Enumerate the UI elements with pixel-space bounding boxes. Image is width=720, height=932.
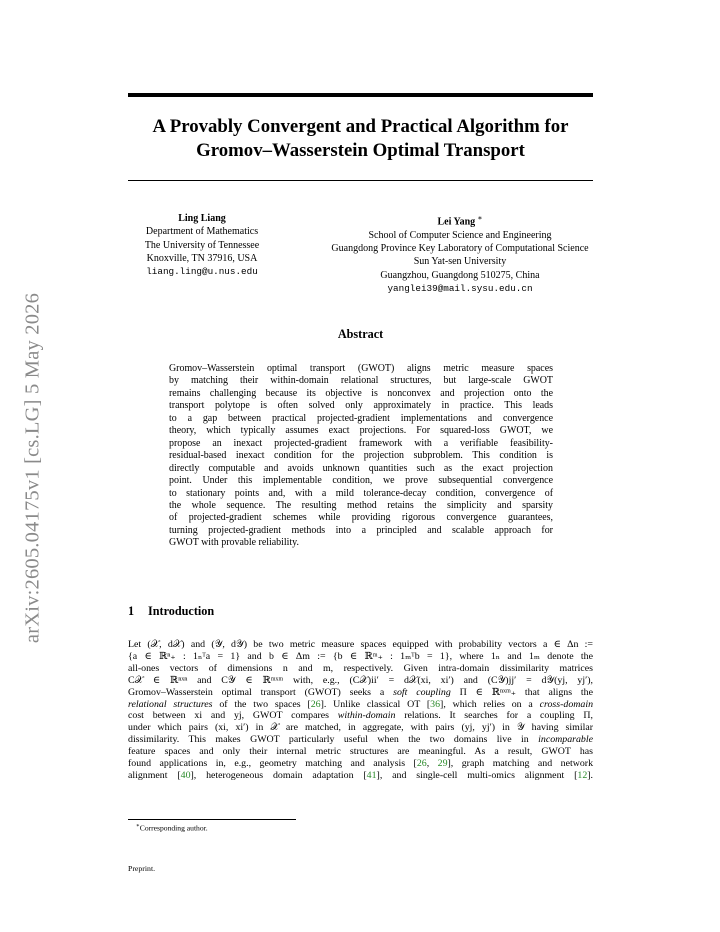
author-affiliation: Sun Yat-sen University: [413, 256, 507, 268]
abstract-line: of projected-gradient schemes while providing rigorous convergence guarantees,: [169, 512, 553, 524]
abstract-line: transport polytope is often solved only approximately in practice. This leads: [169, 400, 553, 412]
intro-line: cost between xi and yj, GWOT compares within-domain relations. It searches for a coupling Π,: [128, 710, 593, 722]
section-title: Introduction: [148, 604, 215, 618]
author-affiliation: Guangzhou, Guangdong 510275, China: [380, 269, 540, 281]
paper-title: [128, 115, 593, 163]
title-bottom-rule: [128, 180, 593, 181]
abstract-body: [169, 363, 553, 550]
footnote: [136, 823, 208, 833]
footnote-text: Corresponding author.: [139, 823, 208, 833]
introduction-paragraph: [128, 639, 593, 782]
citation-link[interactable]: 40: [180, 769, 191, 781]
intro-line: Let (𝒳, d𝒳) and (𝒴, d𝒴) be two metric measure spaces equipped with probability vectors a ∈ Δn :=: [128, 639, 593, 650]
abstract-line: remains challenging because its objective is nonconvex and projection onto the: [169, 387, 553, 399]
author-email[interactable]: liang.ling@u.nus.edu: [146, 266, 258, 278]
citation-link[interactable]: 26: [310, 698, 321, 710]
footnote-rule: [128, 819, 296, 820]
title-top-rule: [128, 93, 593, 97]
citation-link[interactable]: 26: [416, 758, 427, 770]
intro-line: all-ones vectors of dimensions n and m, respectively. Given intra-domain dissimilarity matrices: [128, 662, 593, 674]
author-name: Lei Yang ∗: [437, 214, 483, 228]
author-affiliation: Knoxville, TN 37916, USA: [146, 252, 258, 264]
intro-line: relational structures of the two spaces [26]. Unlike classical OT [36], which relies on a cross-domain: [128, 698, 594, 710]
intro-line: Gromov–Wasserstein optimal transport (GWOT) seeks a soft coupling Π ∈ ℝⁿˣᵐ₊ that aligns the: [128, 686, 593, 698]
author-affiliation: The University of Tennessee: [144, 239, 260, 251]
intro-line: under which pairs (xi, xi′) in 𝒳 are matched, in aggregate, with pairs (yj, yj′) in 𝒴 having similar: [128, 722, 593, 734]
citation-link[interactable]: 36: [430, 698, 441, 710]
abstract-line: Gromov–Wasserstein optimal transport (GWOT) aligns metric measure spaces: [169, 363, 553, 374]
citation-link[interactable]: 12: [577, 769, 588, 781]
title-line-2: Gromov–Wasserstein Optimal Transport: [196, 140, 525, 161]
author-name: Ling Liang: [178, 213, 226, 224]
author-affiliation: Department of Mathematics: [145, 226, 259, 238]
intro-line: C𝒳 ∈ ℝⁿˣⁿ and C𝒴 ∈ ℝᵐˣᵐ with, e.g., (C𝒳)ii′ = d𝒳(xi, xi′) and (C𝒴)jj′ = d𝒴(yj, yj′),: [128, 674, 593, 686]
intro-line: {a ∈ ℝⁿ₊ : 1ₙᵀa = 1} and b ∈ Δm := {b ∈ ℝᵐ₊ : 1ₘᵀb = 1}, where 1ₙ and 1ₘ denote the: [128, 650, 593, 662]
abstract-line: propose an inexact projected-gradient framework with a verifiable feasibility-: [169, 437, 553, 449]
corresponding-mark: ∗: [477, 214, 483, 222]
title-line-1: A Provably Convergent and Practical Algorithm for: [152, 116, 569, 137]
abstract-line: theory, which typically assumes exact projections. For squared-loss GWOT, we: [169, 425, 553, 437]
abstract-line: the whole sequence. The resulting method retains the simplicity and sparsity: [169, 499, 553, 511]
intro-line: found applications in, e.g., geometry matching and analysis [26, 29], graph matching and network: [128, 758, 594, 770]
abstract-line: GWOT with provable reliability.: [169, 537, 299, 549]
abstract-line: to a gap between practical projected-gradient implementations and convergence: [169, 412, 553, 424]
section-heading: [128, 604, 214, 619]
author-affiliation: School of Computer Science and Engineering: [368, 229, 552, 241]
section-number: 1: [128, 604, 135, 618]
intro-line: alignment [40], heterogeneous domain adaptation [41], and single-cell multi-omics alignment [12].: [128, 769, 594, 781]
abstract-line: by matching their within-domain relational structures, but large-scale GWOT: [169, 375, 553, 387]
abstract-line: directly computable and avoids unknown quantities such as the exact projection: [169, 462, 553, 474]
abstract-line: to stationary points and, with a mild tolerance-decay condition, convergence of: [169, 487, 553, 499]
abstract-heading: Abstract: [337, 327, 384, 341]
abstract-line: residual-based inexact condition for the projection subproblem. This condition is: [169, 450, 553, 462]
author-affiliation: Guangdong Province Key Laboratory of Computational Science: [331, 242, 589, 254]
author-email[interactable]: yanglei39@mail.sysu.edu.cn: [387, 282, 533, 294]
citation-link[interactable]: 41: [366, 769, 377, 781]
intro-line: feature spaces and only their internal metric structures are meaningful. As a result, GWOT has: [128, 746, 593, 758]
author-block-1: [128, 212, 276, 278]
footnote-mark: ∗: [136, 823, 140, 829]
preprint-label: Preprint.: [128, 864, 156, 873]
abstract-line: turning projected-gradient methods into a principled and scalable approach for: [169, 524, 553, 536]
citation-link[interactable]: 29: [437, 758, 448, 770]
author-block-2: [280, 212, 640, 295]
abstract-line: point. Under this implementable condition, we prove subsequential convergence: [169, 475, 553, 487]
arxiv-identifier: arXiv:2605.04175v1 [cs.LG] 5 May 2026: [21, 292, 44, 644]
intro-line: dissimilarity. This makes GWOT particularly useful when the two domains live in incomparable: [128, 734, 593, 746]
